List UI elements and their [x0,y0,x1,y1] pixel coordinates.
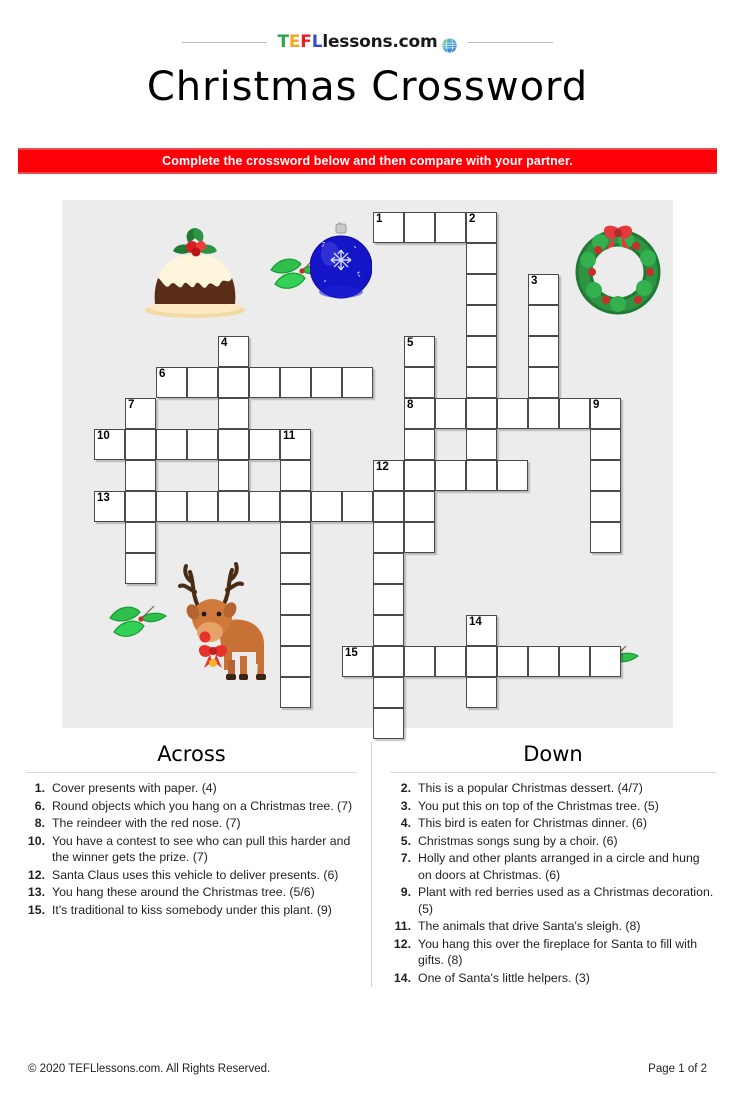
crossword-cell[interactable] [404,491,435,522]
crossword-cell[interactable] [280,615,311,646]
clue-text: You hang this over the fireplace for Santa to fill with gifts. (8) [418,936,698,967]
crossword-cell[interactable] [156,491,187,522]
clue-item [26,815,357,832]
crossword-cell[interactable] [590,460,621,491]
clue-item [390,815,716,832]
crossword-cell[interactable] [249,429,280,460]
crossword-cell[interactable] [466,460,497,491]
crossword-cell-2[interactable] [466,212,497,243]
copyright-text: © 2020 TEFLlessons.com. All Rights Reserved. [28,1063,271,1075]
across-heading: Across [157,742,226,766]
clue-item [26,884,357,901]
crossword-cell[interactable] [466,646,497,677]
across-column [26,742,371,987]
crossword-cell[interactable] [125,429,156,460]
clue-number: 3. [400,798,411,813]
crossword-cell[interactable] [187,429,218,460]
logo-letter-f: F [300,32,312,52]
crossword-cell[interactable] [528,305,559,336]
crossword-cell[interactable] [373,522,404,553]
cell-number: 5 [407,337,414,349]
clue-item [390,918,716,935]
clue-number: 14. [393,970,411,985]
clue-item [26,780,357,797]
cell-number: 7 [128,399,135,411]
logo-letter-t: T [277,32,289,52]
crossword-cell[interactable] [435,646,466,677]
crossword-cell[interactable] [311,367,342,398]
crossword-cell[interactable] [373,646,404,677]
clue-item [26,902,357,919]
cell-number: 3 [531,275,538,287]
crossword-cell[interactable] [373,708,404,739]
crossword-panel [62,200,673,728]
clue-section [26,742,716,987]
crossword-cell[interactable] [187,491,218,522]
crossword-cell[interactable] [218,367,249,398]
logo-letter-e: E [288,32,301,52]
crossword-cell-6[interactable] [156,367,187,398]
clue-number: 9. [400,885,411,899]
down-divider [390,772,716,773]
clue-item [390,833,716,850]
globe-icon [441,37,458,54]
clue-text: You put this on top of the Christmas tree. (5) [418,798,659,813]
crossword-cell[interactable] [280,367,311,398]
header-rule-right [468,42,553,43]
crossword-cell[interactable] [280,522,311,553]
crossword-cell[interactable] [125,491,156,522]
clue-text: You hang these around the Christmas tree. (5/6) [52,885,315,899]
crossword-cell[interactable] [125,553,156,584]
crossword-cell[interactable] [497,398,528,429]
crossword-cell[interactable] [249,491,280,522]
logo-domain-text: lessons.com [322,32,438,52]
crossword-cell[interactable] [466,305,497,336]
crossword-cell[interactable] [466,429,497,460]
clue-number: 4. [400,816,411,830]
crossword-cell[interactable] [466,367,497,398]
crossword-cell[interactable] [249,367,280,398]
crossword-cell-9[interactable] [590,398,621,429]
clue-text: Cover presents with paper. (4) [52,781,217,795]
crossword-cell-13[interactable] [94,491,125,522]
crossword-cell[interactable] [280,677,311,708]
crossword-cell[interactable] [497,460,528,491]
clue-item [26,798,357,815]
crossword-cell[interactable] [590,491,621,522]
crossword-cell[interactable] [559,398,590,429]
clue-item [390,850,716,883]
crossword-cell[interactable] [280,491,311,522]
crossword-cell[interactable] [373,615,404,646]
page-title: Christmas Crossword [146,64,589,110]
cell-number: 1 [376,213,383,225]
crossword-cell[interactable] [435,398,466,429]
clue-item [390,970,716,987]
across-divider [26,772,357,773]
crossword-cell-12[interactable] [373,460,404,491]
crossword-cell[interactable] [528,367,559,398]
crossword-cell[interactable] [311,491,342,522]
clue-item [390,798,716,815]
crossword-cell[interactable] [590,522,621,553]
crossword-cell[interactable] [528,398,559,429]
crossword-cell[interactable] [280,460,311,491]
crossword-cell[interactable] [528,646,559,677]
clue-number: 8. [34,816,45,830]
cell-number: 11 [283,430,296,442]
clue-number: 7. [400,851,411,865]
clue-text: Christmas songs sung by a choir. (6) [418,833,618,848]
clue-text: One of Santa's little helpers. (3) [418,970,590,985]
logo-letter-l: L [311,32,323,52]
crossword-cell[interactable] [466,677,497,708]
crossword-cell[interactable] [404,646,435,677]
crossword-cell[interactable] [373,491,404,522]
crossword-cell[interactable] [404,212,435,243]
crossword-cell[interactable] [342,367,373,398]
down-heading: Down [523,742,583,766]
site-header [0,32,735,52]
cell-number: 12 [376,461,389,473]
cell-number: 13 [97,492,110,504]
crossword-cell-5[interactable] [404,336,435,367]
tefllessons-logo [267,32,467,52]
instruction-banner: Complete the crossword below and then compare with your partner. [18,148,717,174]
crossword-cell[interactable] [466,336,497,367]
clue-number: 2. [400,781,411,795]
clue-text: You have a contest to see who can pull this harder and the winner gets the prize. (7) [52,833,351,864]
crossword-cell[interactable] [218,491,249,522]
crossword-cell-4[interactable] [218,336,249,367]
clue-number: 15. [27,902,45,917]
clue-number: 12. [27,867,45,882]
clue-number: 10. [27,833,45,848]
crossword-cell[interactable] [590,646,621,677]
crossword-cell[interactable] [280,646,311,677]
clue-item [390,936,716,969]
clue-number: 5. [400,833,411,848]
crossword-cell[interactable] [435,212,466,243]
crossword-cell-8[interactable] [404,398,435,429]
clue-number: 12. [393,936,411,951]
crossword-cell[interactable] [559,646,590,677]
clue-text: Holly and other plants arranged in a circle and hung on doors at Christmas. (6) [418,851,700,882]
clue-text: This is a popular Christmas dessert. (4/7) [418,781,643,795]
crossword-cell[interactable] [404,429,435,460]
crossword-cell-10[interactable] [94,429,125,460]
crossword-cell[interactable] [373,553,404,584]
clue-number: 6. [34,798,45,813]
crossword-cell[interactable] [218,460,249,491]
clue-item [390,884,716,917]
crossword-cell[interactable] [342,491,373,522]
clue-number: 1. [34,781,45,795]
down-clue-list [390,780,716,986]
cell-number: 9 [593,399,600,411]
crossword-cell[interactable] [435,460,466,491]
cell-number: 2 [469,213,476,225]
crossword-cell[interactable] [373,677,404,708]
clue-text: Round objects which you hang on a Christmas tree. (7) [52,798,353,813]
crossword-cell[interactable] [404,522,435,553]
cell-number: 8 [407,399,414,411]
crossword-cell-15[interactable] [342,646,373,677]
crossword-cell[interactable] [466,243,497,274]
clue-number: 11. [394,919,411,933]
crossword-cell-14[interactable] [466,615,497,646]
clue-item [26,867,357,884]
crossword-cell[interactable] [280,553,311,584]
cell-number: 15 [345,647,358,659]
clue-text: Santa Claus uses this vehicle to deliver presents. (6) [52,867,339,882]
cell-number: 4 [221,337,228,349]
clue-text: The reindeer with the red nose. (7) [52,816,241,830]
crossword-cell-11[interactable] [280,429,311,460]
page-footer [28,1063,707,1075]
cell-number: 14 [469,616,482,628]
crossword-cell[interactable] [125,460,156,491]
clue-text: The animals that drive Santa's sleigh. (8) [418,919,641,933]
down-column [371,742,716,987]
page-number: Page 1 of 2 [648,1063,707,1075]
crossword-cell[interactable] [466,274,497,305]
crossword-cell[interactable] [404,367,435,398]
crossword-cell-3[interactable] [528,274,559,305]
clue-item [26,833,357,866]
crossword-cell[interactable] [125,522,156,553]
crossword-cell[interactable] [373,584,404,615]
crossword-cell[interactable] [218,398,249,429]
clue-text: It's traditional to kiss somebody under this plant. (9) [52,902,332,917]
crossword-cell[interactable] [218,429,249,460]
clue-text: Plant with red berries used as a Christmas decoration. (5) [418,885,714,916]
cell-number: 6 [159,368,166,380]
crossword-cell-1[interactable] [373,212,404,243]
crossword-grid[interactable] [62,200,673,728]
clue-item [390,780,716,797]
cell-number: 10 [97,430,110,442]
clue-number: 13. [27,885,45,899]
header-rule-left [182,42,267,43]
crossword-cell[interactable] [497,646,528,677]
crossword-cell[interactable] [280,584,311,615]
crossword-cell[interactable] [187,367,218,398]
crossword-cell-7[interactable] [125,398,156,429]
crossword-cell[interactable] [156,429,187,460]
crossword-cell[interactable] [590,429,621,460]
crossword-cell[interactable] [466,398,497,429]
clue-text: This bird is eaten for Christmas dinner. (6) [418,816,647,830]
across-clue-list [26,780,357,918]
crossword-cell[interactable] [528,336,559,367]
crossword-cell[interactable] [404,460,435,491]
